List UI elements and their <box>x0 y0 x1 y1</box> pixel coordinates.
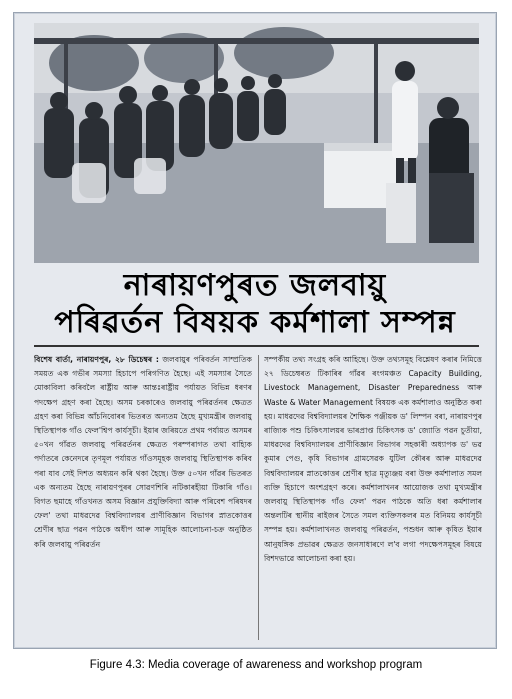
article-column-left <box>34 353 252 643</box>
article-body <box>34 353 482 643</box>
column-divider <box>258 355 259 640</box>
headline-rule <box>34 345 479 347</box>
article-dateline: বিশেষ বাৰ্তা, নাৰায়ণপুৰ, ২৮ ডিচেম্বৰ : <box>34 355 159 364</box>
newspaper-clipping <box>13 12 497 649</box>
headline-line-2: পৰিৱৰ্তন বিষয়ক কৰ্মশালা সম্পন্ন <box>54 305 456 340</box>
headline-line-1: নাৰায়ণপুৰত জলবায়ু <box>123 268 387 303</box>
figure-caption: Figure 4.3: Media coverage of awareness and workshop program <box>89 659 423 671</box>
article-left-text: জলবায়ুৰ পৰিবৰ্তন সাম্প্ৰতিক সময়ত এক গভীৰ সমস্যা হিচাপে পৰিগণিত হৈছে। এই সমস্যাৰ সৈতে মোকাবিলা কৰিবলৈ ৰাষ্ট্ৰীয় আৰু আন্তঃৰাষ্ট্ৰীয় পৰ্যায়ত বিভিন্ন ধৰণৰ পদক্ষেপ গ্ৰহণ কৰা হৈছে। অসম চৰকাৰেও জলবায়ু পৰিৱৰ্তনৰ ক্ষেত্ৰত গ্ৰহণ কৰা বিভিন্ন আঁচনিবোৰৰ ভিতৰত অন্যতম হৈছে মুখ্যমন্ত্ৰীৰ জলবায়ু স্থিতিস্থাপক গাঁও ফেল'শ্বিপ কাৰ্যসূচী। ইয়াৰ জৰিয়তে প্ৰথম পৰ্যায়ত অসমৰ ৫০খন গাঁৱত জলবায়ু পৰিৱৰ্তনৰ ক্ষেত্ৰত পৰম্পৰাগত তথা বাহ্যিক পৰ্দাতৰে কেনেদৰে তৃণমূল পৰ্যায়ত গাঁওসমূহক জলবায়ু স্থিতিস্থাপক কৰিব পৰা যাব সেই দিশত অধ্যয়ন কৰি থকা হৈছে। উক্ত ৫০খন গাঁৱৰ ভিতৰত এক অন্যতম হৈছে নাৰায়ণপুৰৰ সোৱণশিৰি নটিকাৰহীয়া টিকাৰি গাঁও। বিগত ছমাহে গাঁওখনত অসম বিজ্ঞান প্ৰযুক্তিবিদ্যা আৰু পৰিবেশ পৰিষদৰ ফেল' তথা মাধৱদেৱ বিশ্ববিদ্যালয়ৰ প্ৰাণীবিজ্ঞান বিভাগৰ স্নাতকোত্তৰ শ্ৰেণীৰ ছাত্ৰ পৱন পাঠকে অধীপ আৰু সামূহিক আলোচনা-চক্ৰ অনুষ্ঠিত কৰি জলবায়ু পৰিৱৰ্তন <box>34 355 252 549</box>
article-right-text: সম্পৰ্কীয় তথ্য সংগ্ৰহ কৰি আহিছে। উক্ত তথ্যসমূহ বিশ্লেষণ কৰাৰ নিমিত্তে ২৭ ডিচেম্বৰত টিকাৰিৰ গাঁৱৰ ৰংগমঞ্চত Capacity Building, Livestock Management, Disaster Preparedness আৰু Waste & Water Management বিষয়ক এক কৰ্মশালাও অনুষ্ঠিত কৰা হয়। মাধৱদেৱ বিশ্ববিদ্যালয়ৰ শৈক্ষিক পঞ্জীয়ক ড' লিম্পন বৰা, নাৰায়ণপুৰ ৰাজ্যিক পশু চিকিৎসালয়ৰ ভাৰপ্ৰাপ্ত চিকিৎসক ড' জ্যোতি পৱন চুতীয়া, মাধৱদেৱ বিশ্ববিদ্যালয়ৰ প্ৰাণীবিজ্ঞান বিভাগৰ সহকাৰী অধ্যাপক ড' ভৱ কুমাৰ পেগু, কৃষি বিভাগৰ গ্ৰামসেৱক যুটিল কৌৰৰ আৰু মাধৱদেৱ বিশ্ববিদ্যালয়ৰ স্নাতকোত্তৰ শ্ৰেণীৰ ছাত্ৰ মৃত্যুঞ্জয় বৰা উক্ত কৰ্মশালাত সমল ব্যক্তি হিচাপে অংশগ্ৰহণ কৰে। কৰ্মশালাখনৰ আয়োজক তথা মুখ্যমন্ত্ৰীৰ জলবায়ু স্থিতিস্থাপক গাঁও ফেল' পৱন পাঠকে অতি ধৰা কৰ্মশালাৰ অন্তলটিৰ স্থানীয় ৰাইজৰ সৈতে সমল ব্যক্তিসকলৰ মত বিনিময় কাৰ্যসূচী সম্পন্ন হয়। কৰ্মশালাখনত জলবায়ু পৰিৱৰ্তন, পশুধন আৰু কৃষিত ইয়াৰ আনুষঙ্গিক প্ৰভাৱৰ ক্ষেত্ৰত জনসাধাৰণে ল'ব লগা পদক্ষেপসমূহৰ বিষয়ে বিশদভাৱে আলোচনা কৰা হয়। <box>264 355 482 563</box>
article-column-right <box>264 353 482 643</box>
workshop-photo <box>34 23 479 263</box>
workshop-photo-image <box>34 23 479 263</box>
